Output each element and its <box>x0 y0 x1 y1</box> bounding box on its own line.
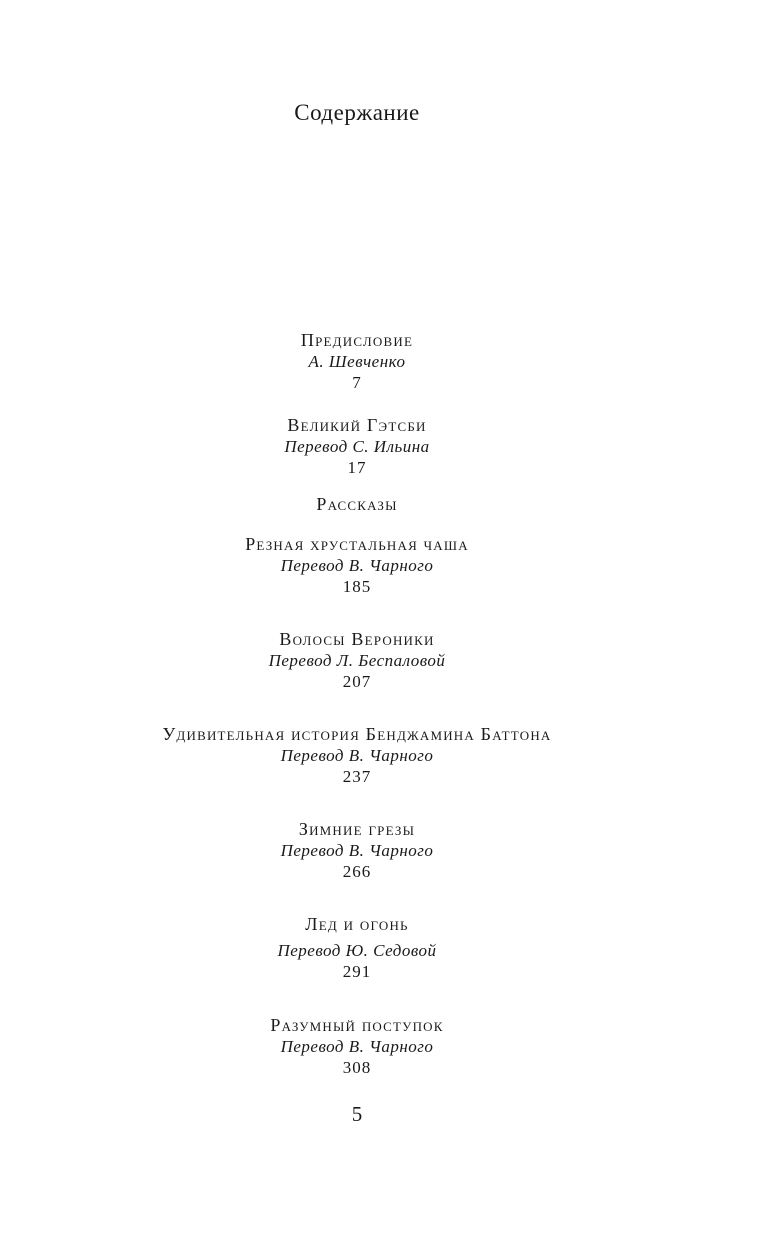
toc-entry-author: А. Шевченко <box>308 352 406 371</box>
toc-entry-gatsby <box>0 415 714 478</box>
toc-entry-story <box>0 1015 714 1078</box>
toc-entry-author: Перевод Л. Беспаловой <box>268 651 446 670</box>
page-title: Содержание <box>294 100 420 125</box>
toc-entry-title: Зимние грезы <box>298 819 416 839</box>
toc-entry-title: Резная хрустальная чаша <box>245 534 469 554</box>
section-heading-stories: Рассказы <box>316 494 398 514</box>
toc-entry-story <box>0 914 714 982</box>
toc-entry-page: 237 <box>342 767 372 786</box>
toc-entry-page: 291 <box>342 962 372 981</box>
toc-entry-title: Удивительная история Бенджамина Баттона <box>162 724 552 744</box>
toc-entry-page: 17 <box>347 458 367 477</box>
toc-entry-author: Перевод Ю. Седовой <box>277 941 437 960</box>
toc-entry-title: Великий Гэтсби <box>287 415 427 435</box>
toc-entry-page: 7 <box>352 373 362 392</box>
toc-entry-author: Перевод В. Чарного <box>280 746 434 765</box>
toc-entry-story <box>0 724 714 787</box>
toc-entry-author: Перевод В. Чарного <box>280 1037 434 1056</box>
page-number: 5 <box>351 1102 363 1126</box>
toc-entry-title: Лед и огонь <box>305 914 409 934</box>
toc-entry-title: Предисловие <box>300 330 414 350</box>
toc-entry-page: 308 <box>342 1058 372 1077</box>
toc-entry-story <box>0 534 714 597</box>
toc-entry-story <box>0 629 714 692</box>
toc-entry-author: Перевод В. Чарного <box>280 841 434 860</box>
toc-entry-preface <box>0 330 714 393</box>
toc-entry-page: 185 <box>342 577 372 596</box>
toc-entry-title: Разумный поступок <box>270 1015 444 1035</box>
toc-entry-page: 207 <box>342 672 372 691</box>
toc-entry-story <box>0 819 714 882</box>
toc-entry-page: 266 <box>342 862 372 881</box>
toc-entry-title: Волосы Вероники <box>279 629 435 649</box>
toc-entry-author: Перевод В. Чарного <box>280 556 434 575</box>
toc-entry-author: Перевод С. Ильина <box>284 437 430 456</box>
